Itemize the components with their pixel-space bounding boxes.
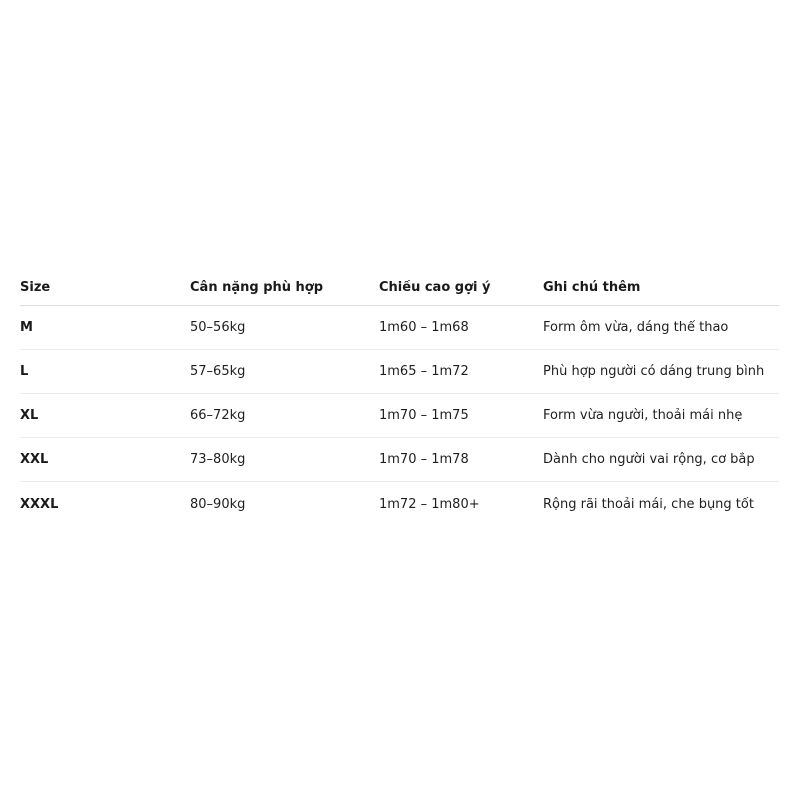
weight-cell: 73–80kg [190, 452, 246, 467]
size-cell: XL [20, 408, 39, 423]
note-cell: Form ôm vừa, dáng thể thao [543, 320, 729, 335]
header-size: Size [20, 280, 51, 295]
header-weight: Cân nặng phù hợp [190, 280, 324, 295]
note-cell: Form vừa người, thoải mái nhẹ [543, 408, 743, 423]
size-cell: XXXL [20, 496, 59, 512]
note-cell: Phù hợp người có dáng trung bình [543, 364, 765, 379]
height-cell: 1m65 – 1m72 [379, 364, 469, 379]
table-row [20, 482, 779, 526]
header-height: Chiều cao gợi ý [379, 280, 491, 295]
table-row [20, 394, 779, 438]
size-cell: L [20, 364, 29, 379]
size-chart-table [20, 270, 779, 526]
table-row [20, 306, 779, 350]
weight-cell: 66–72kg [190, 408, 246, 423]
header-note: Ghi chú thêm [543, 280, 641, 295]
size-cell: M [20, 320, 33, 335]
height-cell: 1m70 – 1m75 [379, 408, 469, 423]
weight-cell: 80–90kg [190, 496, 246, 512]
table-header-row [20, 270, 779, 306]
weight-cell: 50–56kg [190, 320, 246, 335]
weight-cell: 57–65kg [190, 364, 246, 379]
note-cell: Dành cho người vai rộng, cơ bắp [543, 452, 755, 467]
height-cell: 1m72 – 1m80+ [379, 496, 480, 512]
height-cell: 1m70 – 1m78 [379, 452, 469, 467]
size-cell: XXL [20, 452, 49, 467]
table-row [20, 350, 779, 394]
height-cell: 1m60 – 1m68 [379, 320, 469, 335]
table-row [20, 438, 779, 482]
note-cell: Rộng rãi thoải mái, che bụng tốt [543, 496, 754, 512]
